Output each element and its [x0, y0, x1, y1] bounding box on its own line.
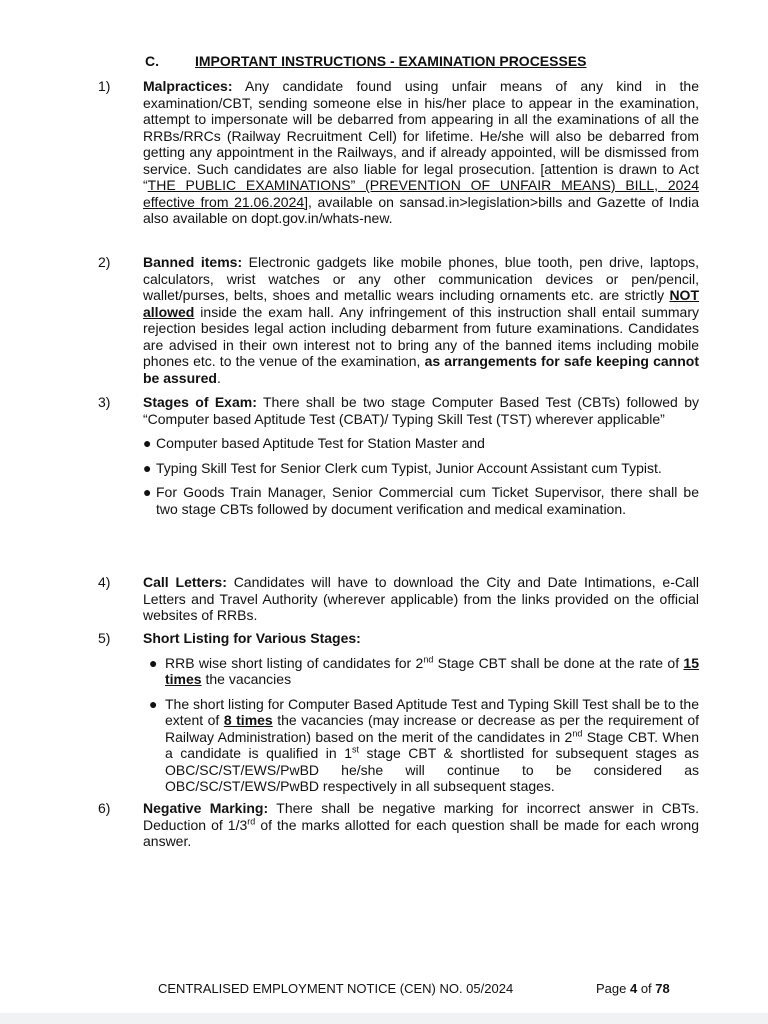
list-item: ● Computer based Aptitude Test for Station Master and — [143, 435, 485, 451]
item-number: 1) — [98, 78, 111, 94]
section-heading — [145, 53, 587, 69]
item-heading: Short Listing for Various Stages: — [143, 630, 361, 646]
item-body: There shall be two stage Computer Based Test (CBTs) followed by “Computer based Aptitude Test (CBAT)/ Typing Skill Test (TST) wherever applicable” — [143, 394, 699, 427]
eight-times-emphasis: 8 times — [223, 712, 273, 728]
item-text — [143, 254, 699, 386]
item-body: Any candidate found using unfair means of any kind in the examination/CBT, sending someone else in his/her place to appear in the examination, attempt to impersonate will be debarred from appearing in all the examinations of all the RRBs/RRCs (Railway Recruitment Cell) for lifetime. He/she will also be debarred from getting any appointment in the Railways, and if already appointed, will be dismissed from service. Such candidates are also liable for legal prosecution. [attention is drawn to Act “ — [143, 78, 699, 193]
item-body-mid: inside the exam hall. Any infringement of this instruction shall entail summary rejection besides legal action including debarment from future examinations. Candidates are advised in their own interest not to bring any of the banned items including mobile phones etc. to the venue of the examination, — [143, 303, 699, 369]
page-number: Page 4 of 78 — [596, 981, 670, 996]
bullet-icon: ● — [143, 484, 152, 500]
item-body: There shall be negative marking for incorrect answer in CBTs. Deduction of 1/3 — [143, 800, 699, 833]
section-title: IMPORTANT INSTRUCTIONS - EXAMINATION PROCESSES — [195, 53, 587, 69]
item-text — [143, 78, 699, 227]
item-heading: Malpractices: — [143, 78, 233, 94]
fifteen-times-emphasis: 15 times — [165, 654, 699, 687]
footer-notice: CENTRALISED EMPLOYMENT NOTICE (CEN) NO. 05/2024 — [158, 981, 514, 996]
item-heading: Banned items: — [143, 254, 243, 270]
bullet-icon: ● — [143, 459, 152, 476]
stages-bullet-list — [143, 435, 699, 517]
item-body: Electronic gadgets like mobile phones, blue tooth, pen drive, laptops, calculators, wrist watches or any other communication devices or pen/pencil, wallet/purses, belts, shoes and metallic wears including ornaments etc. are strictly — [143, 254, 699, 303]
list-item: ● For Goods Train Manager, Senior Commercial cum Ticket Supervisor, there shall be two stage CBTs followed by document verification and medical examination. — [143, 484, 699, 517]
item-text: Negative Marking: There shall be negative marking for incorrect answer in CBTs. Deduction of 1/3rd of the marks allotted for each question shall be made for each wrong answer. — [143, 800, 699, 849]
item-body-end: of the marks allotted for each question shall be made for each wrong answer. — [143, 816, 699, 849]
item-heading: Stages of Exam: — [143, 394, 257, 410]
item-body-end: . — [216, 369, 221, 386]
item-number: 4) — [98, 574, 111, 590]
list-item: ● RRB wise short listing of candidates for 2nd Stage CBT shall be done at the rate of 15 times the vacancies — [149, 653, 699, 687]
safe-keeping-emphasis: as arrangements for safe keeping cannot be assured — [143, 353, 699, 386]
item-number: 6) — [98, 800, 111, 816]
list-item: ● The short listing for Computer Based Aptitude Test and Typing Skill Test shall be to the extent of 8 times the vacancies (may increase or decrease as per the requirement of Railway Administration) based on the merit of the candidates in 2nd Stage CBT. When a candidate is qualified in 1st stage CBT & shortlisted for subsequent stages as OBC/SC/ST/EWS/PwBD he/she will continue to be considered as OBC/SC/ST/EWS/PwBD respectively in all subsequent stages. — [149, 695, 700, 794]
bullet-icon: ● — [143, 435, 152, 451]
short-listing-bullet-list — [143, 655, 699, 795]
list-item: ● Typing Skill Test for Senior Clerk cum Typist, Junior Account Assistant cum Typist. — [143, 459, 662, 476]
item-number: 2) — [98, 254, 111, 270]
item-number: 3) — [98, 394, 111, 410]
item-number: 5) — [98, 630, 111, 646]
page-bottom-band — [0, 1013, 768, 1024]
not-allowed-emphasis: NOT allowed — [143, 287, 699, 320]
item-text — [143, 630, 699, 803]
section-letter: C. — [145, 53, 159, 69]
act-reference: THE PUBLIC EXAMINATIONS” (PREVENTION OF UNFAIR MEANS) BILL, 2024 effective from 21.06.2024], — [143, 177, 699, 210]
item-text — [143, 394, 699, 525]
bullet-icon: ● — [149, 695, 158, 712]
item-body-end: available on sansad.in>legislation>bills and Gazette of India also available on dopt.gov.in/whats-new. — [143, 193, 699, 226]
item-text — [143, 574, 699, 624]
item-heading: Negative Marking: — [143, 800, 269, 816]
item-body: Candidates will have to download the City and Date Intimations, e-Call Letters and Travel Authority (wherever applicable) from the links provided on the official websites of RRBs. — [143, 574, 699, 623]
bullet-icon: ● — [149, 654, 158, 671]
item-heading: Call Letters: — [143, 574, 227, 590]
